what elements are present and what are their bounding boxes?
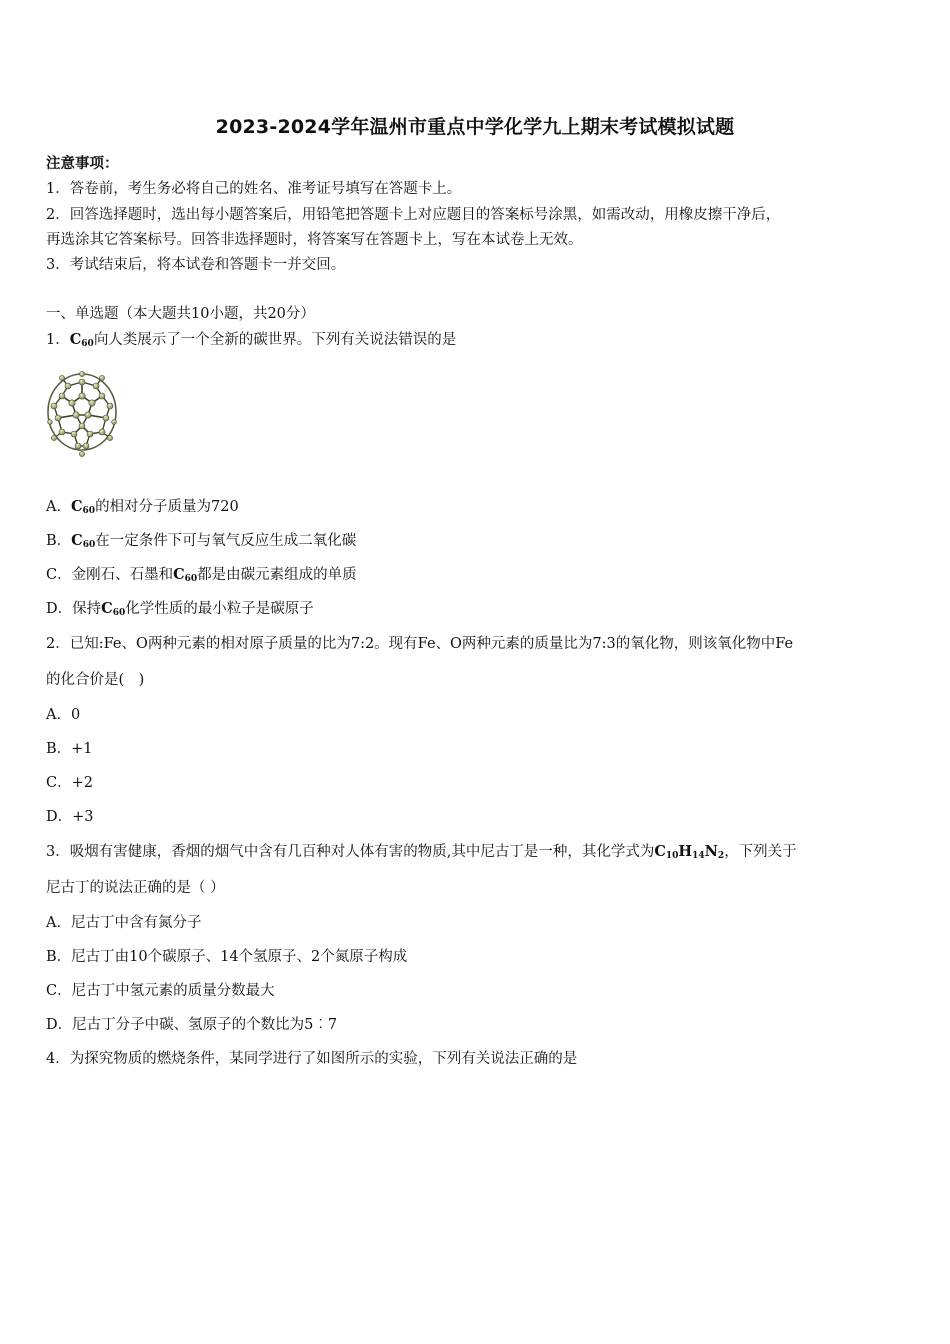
q1-option-c: C．金刚石、石墨和$C_{60}$都是由碳元素组成的单质 bbox=[46, 566, 357, 584]
question-3-stem-line-1: 3．吸烟有害健康，香烟的烟气中含有几百种对人体有害的物质,其中尼古丁是一种，其化学式为$C_{10}H_{14}N_2$，下列关于 bbox=[46, 843, 797, 861]
q2-option-a: A．0 bbox=[46, 707, 81, 723]
q3-option-b: B．尼古丁由10个碳原子、14个氢原子、2个氮原子构成 bbox=[46, 949, 408, 965]
q2-option-d: D．+3 bbox=[46, 809, 94, 825]
question-2-stem-line-1: 2．已知:Fe、O两种元素的相对原子质量的比为7:2。现有Fe、O两种元素的质量比为7:3的氧化物，则该氧化物中Fe bbox=[46, 636, 794, 652]
question-1-stem: 1．$C_{60}$向人类展示了一个全新的碳世界。下列有关说法错误的是 bbox=[46, 331, 457, 349]
question-4-stem: 4．为探究物质的燃烧条件，某同学进行了如图所示的实验，下列有关说法正确的是 bbox=[46, 1051, 578, 1067]
q1-option-a: A．$C_{60}$的相对分子质量为720 bbox=[46, 498, 239, 516]
notice-item-2b: 再选涂其它答案标号。回答非选择题时，将答案写在答题卡上，写在本试卷上无效。 bbox=[46, 232, 583, 248]
question-2-stem-line-2: 的化合价是( ) bbox=[46, 672, 145, 688]
q1-option-d: D．保持$C_{60}$化学性质的最小粒子是碳原子 bbox=[46, 600, 314, 618]
question-3-stem-line-2: 尼古丁的说法正确的是（ ） bbox=[46, 880, 225, 896]
q3-option-d: D．尼古丁分子中碳、氢原子的个数比为5︰7 bbox=[46, 1017, 338, 1033]
q3-option-a: A．尼古丁中含有氮分子 bbox=[46, 915, 202, 931]
q1-option-b: B．$C_{60}$在一定条件下可与氧气反应生成二氧化碳 bbox=[46, 532, 357, 550]
section-heading: 一、单选题（本大题共10小题，共20分） bbox=[46, 306, 315, 322]
notice-item-1: 1．答卷前，考生务必将自己的姓名、准考证号填写在答题卡上。 bbox=[46, 181, 462, 197]
notice-item-2a: 2．回答选择题时，选出每小题答案后，用铅笔把答题卡上对应题目的答案标号涂黑，如需改动，用橡皮擦干净后， bbox=[46, 207, 781, 223]
q2-option-b: B．+1 bbox=[46, 741, 93, 757]
notice-heading: 注意事项： bbox=[46, 155, 119, 172]
exam-title: 2023-2024学年温州市重点中学化学九上期末考试模拟试题 bbox=[215, 116, 735, 138]
notice-item-3: 3．考试结束后，将本试卷和答题卡一并交回。 bbox=[46, 257, 346, 273]
c60-buckyball-molecule-icon bbox=[44, 366, 120, 462]
q3-option-c: C．尼古丁中氢元素的质量分数最大 bbox=[46, 983, 275, 999]
q2-option-c: C．+2 bbox=[46, 775, 93, 791]
